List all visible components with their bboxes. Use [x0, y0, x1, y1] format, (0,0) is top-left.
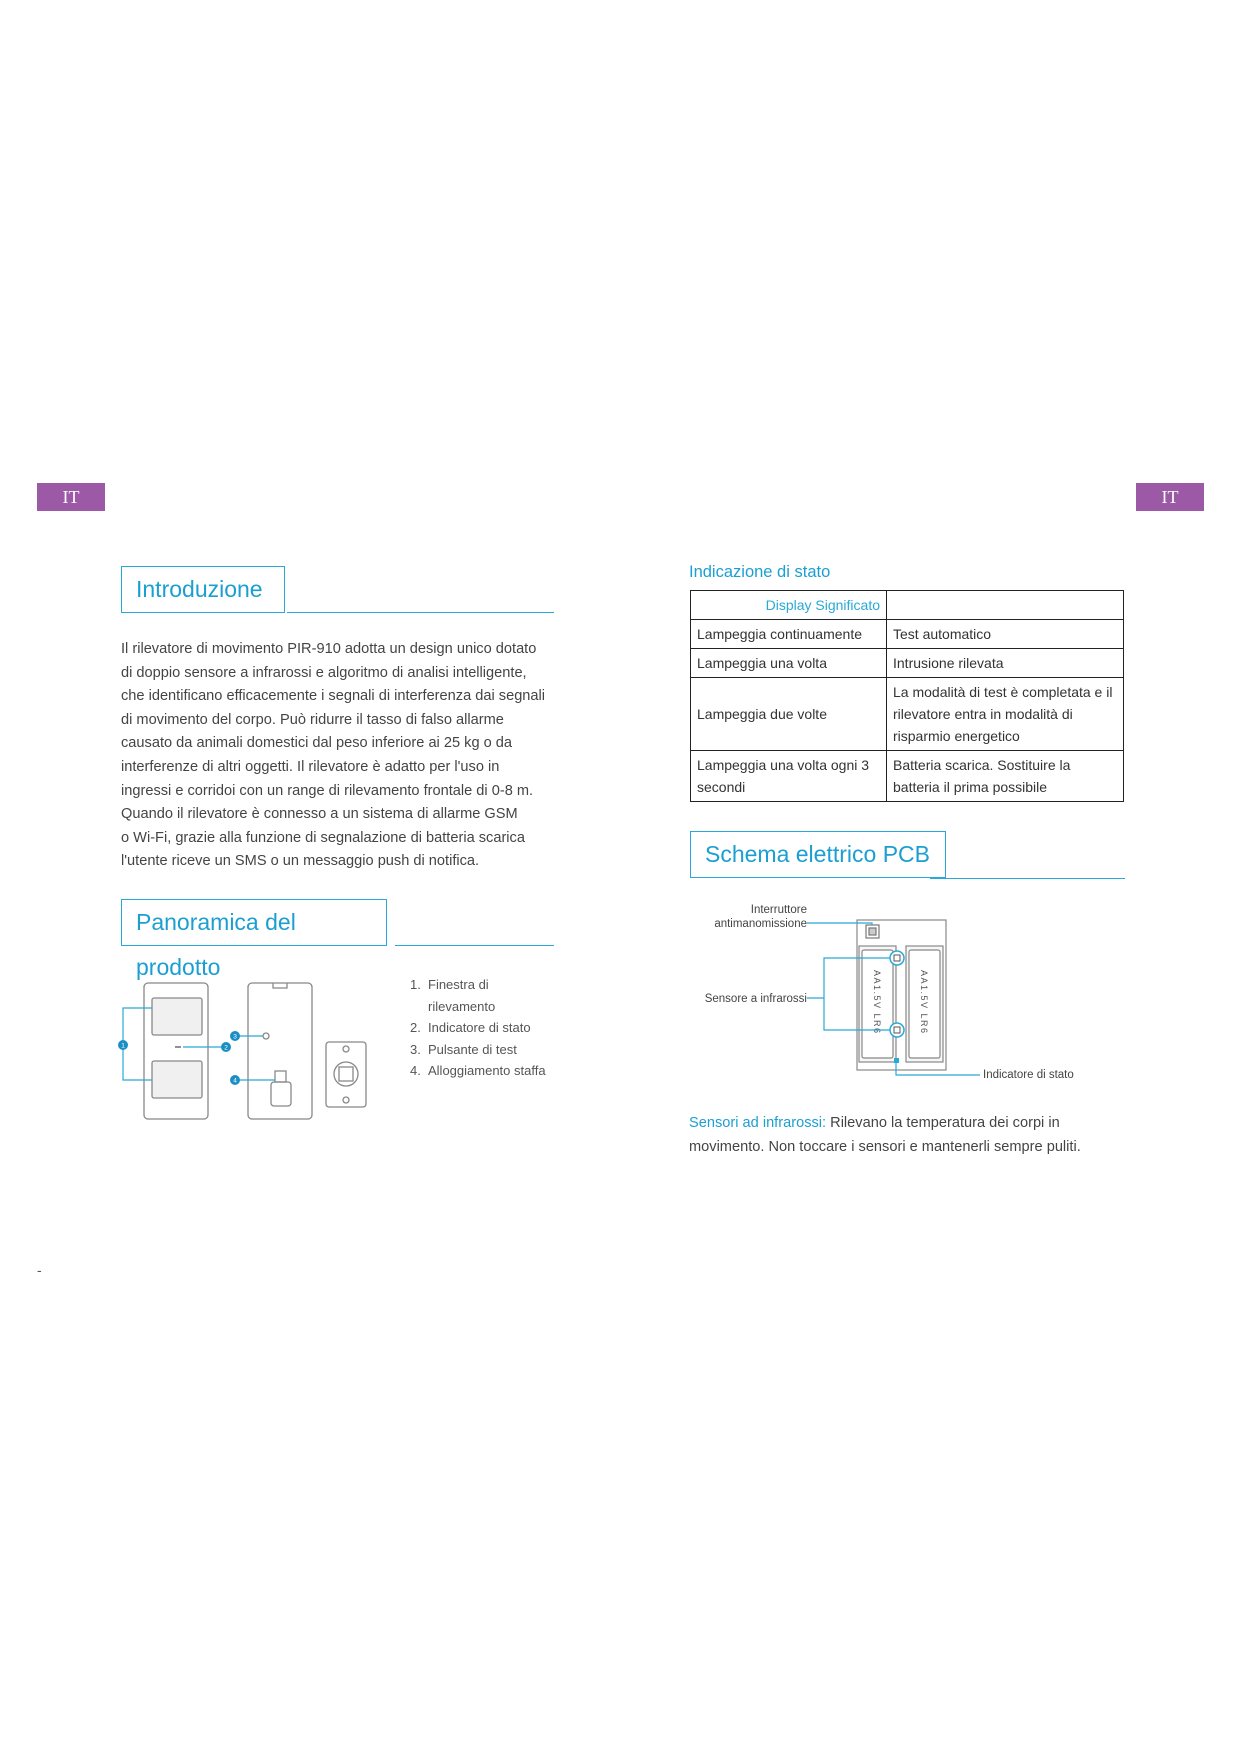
intro-line: Il rilevatore di movimento PIR-910 adotta un design unico dotato — [121, 641, 537, 657]
table-row — [691, 678, 1124, 751]
tamper-switch-icon — [866, 925, 879, 938]
detector-side-view — [248, 983, 312, 1119]
legend-number: 1. — [410, 977, 421, 992]
ir-highlight: Sensori ad infrarossi: — [689, 1115, 827, 1131]
overview-legend — [410, 974, 546, 1082]
intro-line: di doppio sensore a infrarossi e algoritmo di analisi intelligente, — [121, 664, 527, 681]
intro-paragraph — [121, 638, 561, 874]
ir-sensor-bottom-icon — [890, 1023, 904, 1037]
overview-title: Panoramica del prodotto — [121, 899, 387, 946]
table-cell: Test automatico — [887, 620, 1124, 649]
intro-line: o Wi-Fi, grazie alla funzione di segnalazione di batteria scarica — [121, 829, 525, 846]
table-cell: Lampeggia continuamente — [691, 620, 887, 649]
legend-item — [410, 996, 546, 1018]
mounting-bracket — [326, 1042, 366, 1107]
intro-title-rule — [287, 612, 554, 613]
intro-line: causato da animali domestici dal peso inferiore ai 25 kg o da — [121, 735, 513, 752]
table-header-row — [691, 591, 1124, 620]
pcb-title-rule — [930, 878, 1125, 879]
table-row — [691, 620, 1124, 649]
legend-label: Pulsante di test — [428, 1041, 517, 1057]
legend-number: 3. — [410, 1041, 421, 1057]
intro-line: che identificano efficacemente i segnali di interferenza dai segnali — [121, 688, 546, 705]
pcb-diagram — [805, 910, 990, 1080]
table-cell — [887, 591, 1124, 620]
legend-item — [410, 1060, 546, 1082]
legend-number — [410, 996, 428, 1018]
table-cell: Lampeggia due volte — [691, 678, 887, 751]
legend-label: Finestra di — [428, 977, 489, 992]
intro-line: l'utente riceve un SMS o un messaggio push di notifica. — [121, 853, 480, 870]
battery-label-left: AA1.5V LR6 — [872, 970, 882, 1035]
status-header: Display Significato — [691, 591, 887, 620]
callout-4: 4 — [233, 1077, 237, 1085]
label-tamper-line2: antimanomissione — [714, 918, 807, 930]
legend-label: Indicatore di stato — [428, 1020, 531, 1035]
table-cell: La modalità di test è completata e il rilevatore entra in modalità di risparmio energetico — [887, 678, 1124, 751]
legend-label: rilevamento — [428, 998, 496, 1014]
page-dash: - — [37, 1262, 42, 1278]
product-overview-diagram — [115, 975, 390, 1130]
ir-sensor-top-icon — [890, 951, 904, 965]
legend-label: Alloggiamento staffa — [428, 1063, 546, 1078]
pcb-title: Schema elettrico PCB — [690, 831, 946, 878]
label-ir-sensor: Sensore a infrarossi — [704, 993, 807, 1005]
table-row — [691, 751, 1124, 802]
battery-label-right: AA1.5V LR6 — [919, 970, 929, 1035]
detector-front-view — [144, 983, 208, 1119]
ir-description — [689, 1111, 1119, 1159]
table-row — [691, 649, 1124, 678]
legend-item — [410, 974, 546, 996]
table-cell: Batteria scarica. Sostituire la batteria il prima possibile — [887, 751, 1124, 802]
legend-item — [410, 1039, 546, 1061]
status-title: Indicazione di stato — [689, 563, 831, 581]
callout-1: 1 — [121, 1042, 125, 1050]
legend-number: 4. — [410, 1063, 421, 1078]
intro-line: interferenze di altri oggetti. Il rilevatore è adatto per l'uso in — [121, 758, 500, 775]
overview-title-rule — [395, 945, 554, 946]
legend-item — [410, 1017, 546, 1039]
language-tag-left: IT — [37, 483, 105, 511]
legend-number: 2. — [410, 1020, 421, 1035]
label-tamper-line1: Interruttore — [750, 904, 807, 916]
intro-line: Quando il rilevatore è connesso a un sistema di allarme GSM — [121, 806, 518, 823]
status-table — [690, 590, 1124, 802]
table-cell: Lampeggia una volta — [691, 649, 887, 678]
status-led-icon — [894, 1058, 899, 1063]
table-cell: Intrusione rilevata — [887, 649, 1124, 678]
intro-line: di movimento del corpo. Può ridurre il tasso di falso allarme — [121, 711, 504, 728]
callout-3: 3 — [233, 1033, 237, 1041]
ir-text: Rilevano la temperatura dei corpi in movimento. Non toccare i sensori e mantenerli sempre puliti. — [689, 1115, 1081, 1155]
table-cell: Lampeggia una volta ogni 3 secondi — [691, 751, 887, 802]
intro-line: ingressi e corridoi con un range di rilevamento frontale di 0-8 m. — [121, 782, 534, 799]
label-status-led: Indicatore di stato — [983, 1069, 1074, 1081]
language-tag-right: IT — [1136, 483, 1204, 511]
intro-title: Introduzione — [121, 566, 285, 613]
callout-2: 2 — [224, 1044, 228, 1052]
